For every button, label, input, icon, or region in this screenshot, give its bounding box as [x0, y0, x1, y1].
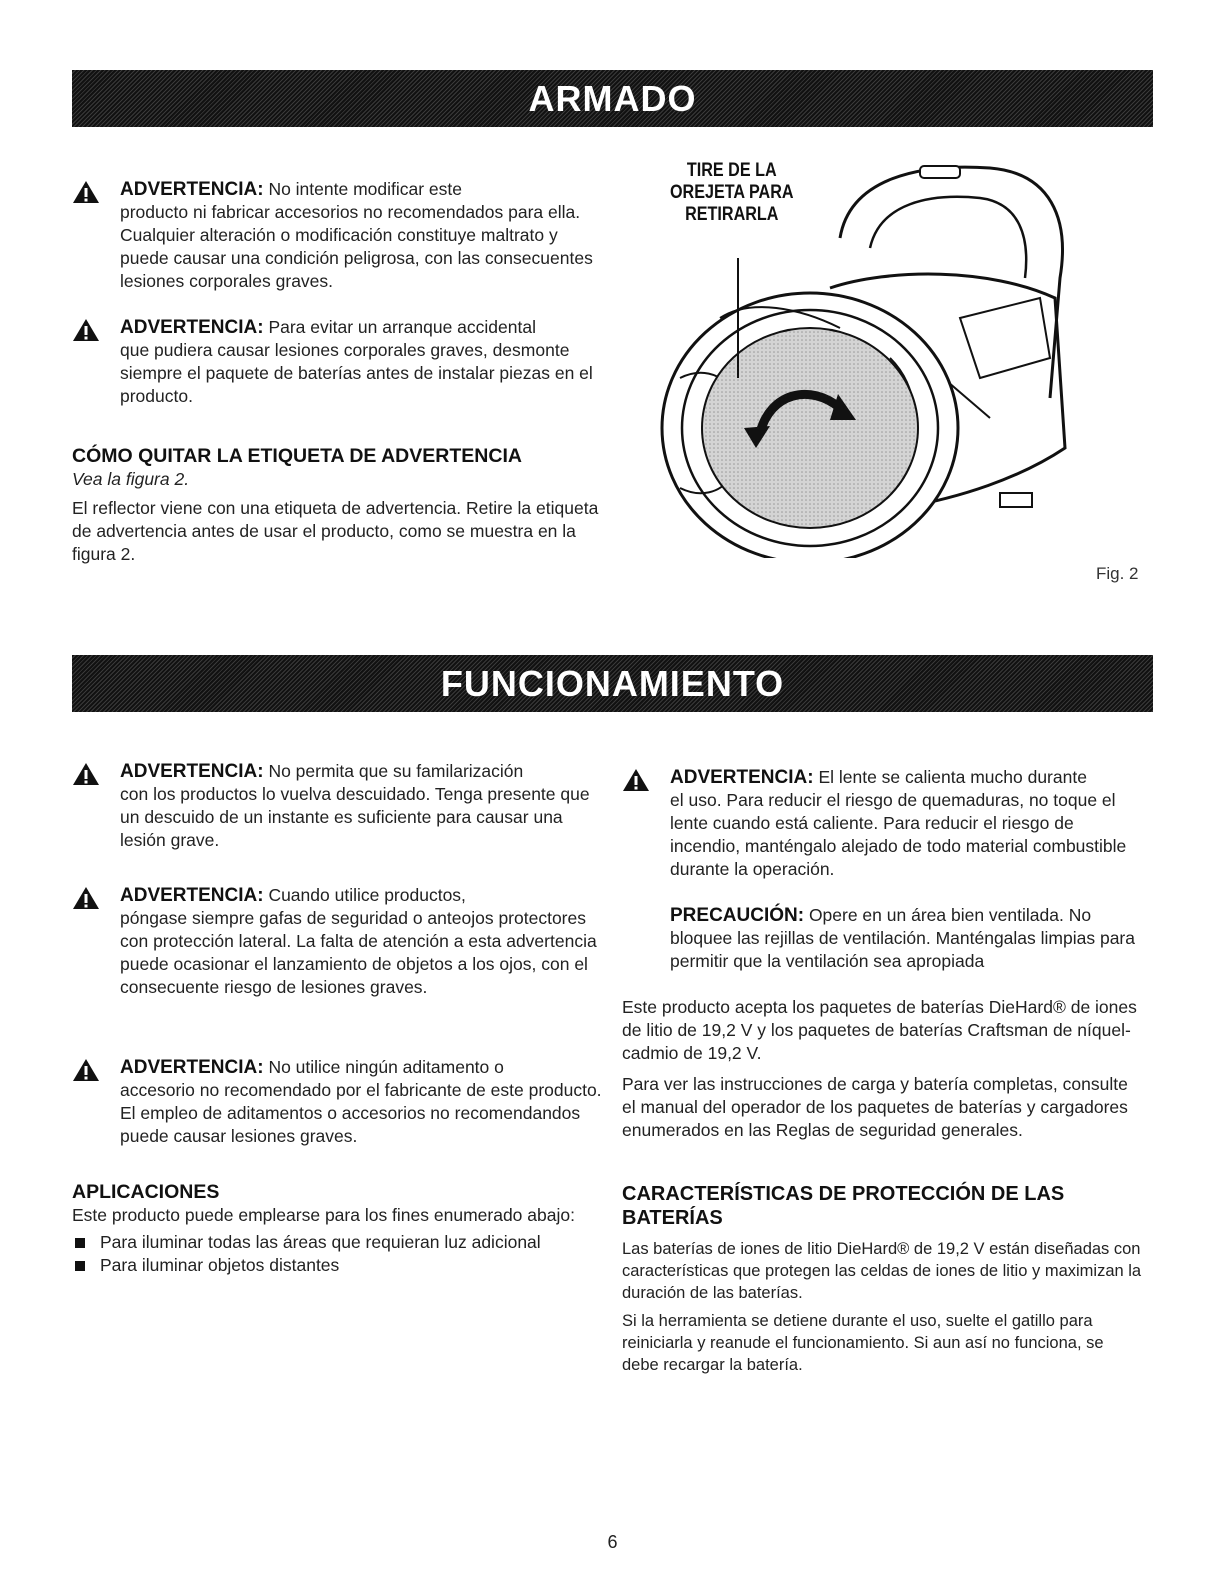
figure-2-spotlight: [660, 158, 1080, 558]
body-paragraph: Este producto acepta los paquetes de baterías DieHard® de iones de litio de 19,2 V y los paquetes de baterías Craftsman de níquel-cadmio de 19,2 V.: [622, 997, 1137, 1063]
warning-first-line: El lente se calienta mucho durante: [818, 767, 1087, 787]
figure-callout: [670, 160, 794, 226]
warning-label: ADVERTENCIA:: [670, 767, 814, 788]
figure-reference: Vea la figura 2.: [72, 469, 190, 489]
caution-label: PRECAUCIÓN:: [670, 905, 805, 926]
section-heading: APLICACIONES: [72, 1181, 220, 1203]
warning-text: accesorio no recomendado por el fabricante de este producto. El empleo de aditamentos o accesorios no recomendandos puede causar lesiones graves.: [120, 1080, 602, 1146]
callout-line: RETIRARLA: [685, 204, 779, 225]
warning-safety-glasses: [72, 884, 602, 999]
warning-text: con los productos lo vuelva descuidado. Tenga presente que un descuido de un instante es suficiente para causar una lesión grave.: [120, 784, 590, 850]
warning-familiarity: [72, 760, 602, 852]
callout-line: TIRE DE LA: [686, 160, 777, 181]
warning-attachments: [72, 1056, 602, 1148]
warning-text: producto ni fabricar accesorios no recomendados para ella. Cualquier alteración o modificación constituye maltrato y puede causar una condición peligrosa, con las consecuentes lesiones corporales graves.: [120, 202, 593, 291]
section-banner-funcionamiento: [72, 655, 1153, 712]
body-paragraph: Las baterías de iones de litio DieHard® de 19,2 V están diseñadas con características que protegen las celdas de iones de litio y maximizan la duración de las baterías.: [622, 1240, 1142, 1302]
warning-label: ADVERTENCIA:: [120, 1057, 264, 1078]
caution-text: Opere en un área bien ventilada. No bloquee las rejillas de ventilación. Manténgalas limpias para permitir que la ventilación sea apropiada: [670, 905, 1135, 971]
body-paragraph: El reflector viene con una etiqueta de advertencia. Retire la etiqueta de advertencia antes de usar el producto, como se muestra en la figura 2.: [72, 498, 599, 564]
warning-first-line: No intente modificar este: [268, 179, 463, 199]
body-paragraph: Este producto puede emplearse para los fines enumerado abajo:: [72, 1205, 575, 1225]
warning-first-line: Para evitar un arranque accidental: [268, 317, 536, 337]
warning-label: ADVERTENCIA:: [120, 179, 264, 200]
warning-hot-lens: [622, 766, 1142, 881]
section-title-funcionamiento: FUNCIONAMIENTO: [440, 662, 785, 704]
warning-label: ADVERTENCIA:: [120, 885, 264, 906]
list-item: Para iluminar objetos distantes: [72, 1254, 602, 1277]
remove-label-section: [72, 444, 602, 566]
warning-text: póngase siempre gafas de seguridad o anteojos protectores con protección lateral. La falta de atención a esta advertencia puede ocasionar el lanzamiento de objetos a los ojos, con el consecuente riesgo de lesiones graves.: [120, 908, 597, 997]
section-heading: CARACTERÍSTICAS DE PROTECCIÓN DE LAS BATERÍAS: [622, 1183, 1065, 1229]
warning-first-line: No permita que su familarización: [268, 761, 524, 781]
warning-triangle-icon: [72, 180, 100, 204]
body-paragraph: Para ver las instrucciones de carga y batería completas, consulte el manual del operador de los paquetes de baterías y cargadores enumerados en las Reglas de seguridad generales.: [622, 1074, 1128, 1140]
warning-text: que pudiera causar lesiones corporales graves, desmonte siempre el paquete de baterías antes de instalar piezas en el producto.: [120, 340, 593, 406]
caution-ventilation: [670, 904, 1140, 973]
body-paragraph: Si la herramienta se detiene durante el uso, suelte el gatillo para reiniciarla y reanude el funcionamiento. Si aun así no funciona, se debe recargar la batería.: [622, 1312, 1104, 1374]
battery-info: [622, 996, 1142, 1142]
warning-label: ADVERTENCIA:: [120, 317, 264, 338]
page-number: 6: [607, 1532, 618, 1552]
warning-modify: [72, 178, 602, 293]
callout-line: OREJETA PARA: [670, 182, 794, 203]
warning-triangle-icon: [622, 768, 650, 792]
warning-triangle-icon: [72, 1058, 100, 1082]
warning-triangle-icon: [72, 886, 100, 910]
section-banner-armado: [72, 70, 1153, 127]
battery-protection-section: [622, 1182, 1142, 1376]
warning-first-line: Cuando utilice productos,: [268, 885, 466, 905]
warning-first-line: No utilice ningún aditamento o: [268, 1057, 504, 1077]
warning-accidental-start: [72, 316, 602, 408]
list-item: Para iluminar todas las áreas que requieran luz adicional: [72, 1231, 602, 1254]
warning-label: ADVERTENCIA:: [120, 761, 264, 782]
warning-triangle-icon: [72, 318, 100, 342]
section-heading: CÓMO QUITAR LA ETIQUETA DE ADVERTENCIA: [72, 445, 522, 467]
figure-caption: Fig. 2: [1096, 564, 1139, 583]
applications-section: [72, 1180, 602, 1277]
warning-text: el uso. Para reducir el riesgo de quemaduras, no toque el lente cuando está caliente. Para reducir el riesgo de incendio, manténgalo alejado de todo material combustible durante la operación.: [670, 790, 1127, 879]
warning-triangle-icon: [72, 762, 100, 786]
section-title-armado: ARMADO: [528, 77, 697, 119]
